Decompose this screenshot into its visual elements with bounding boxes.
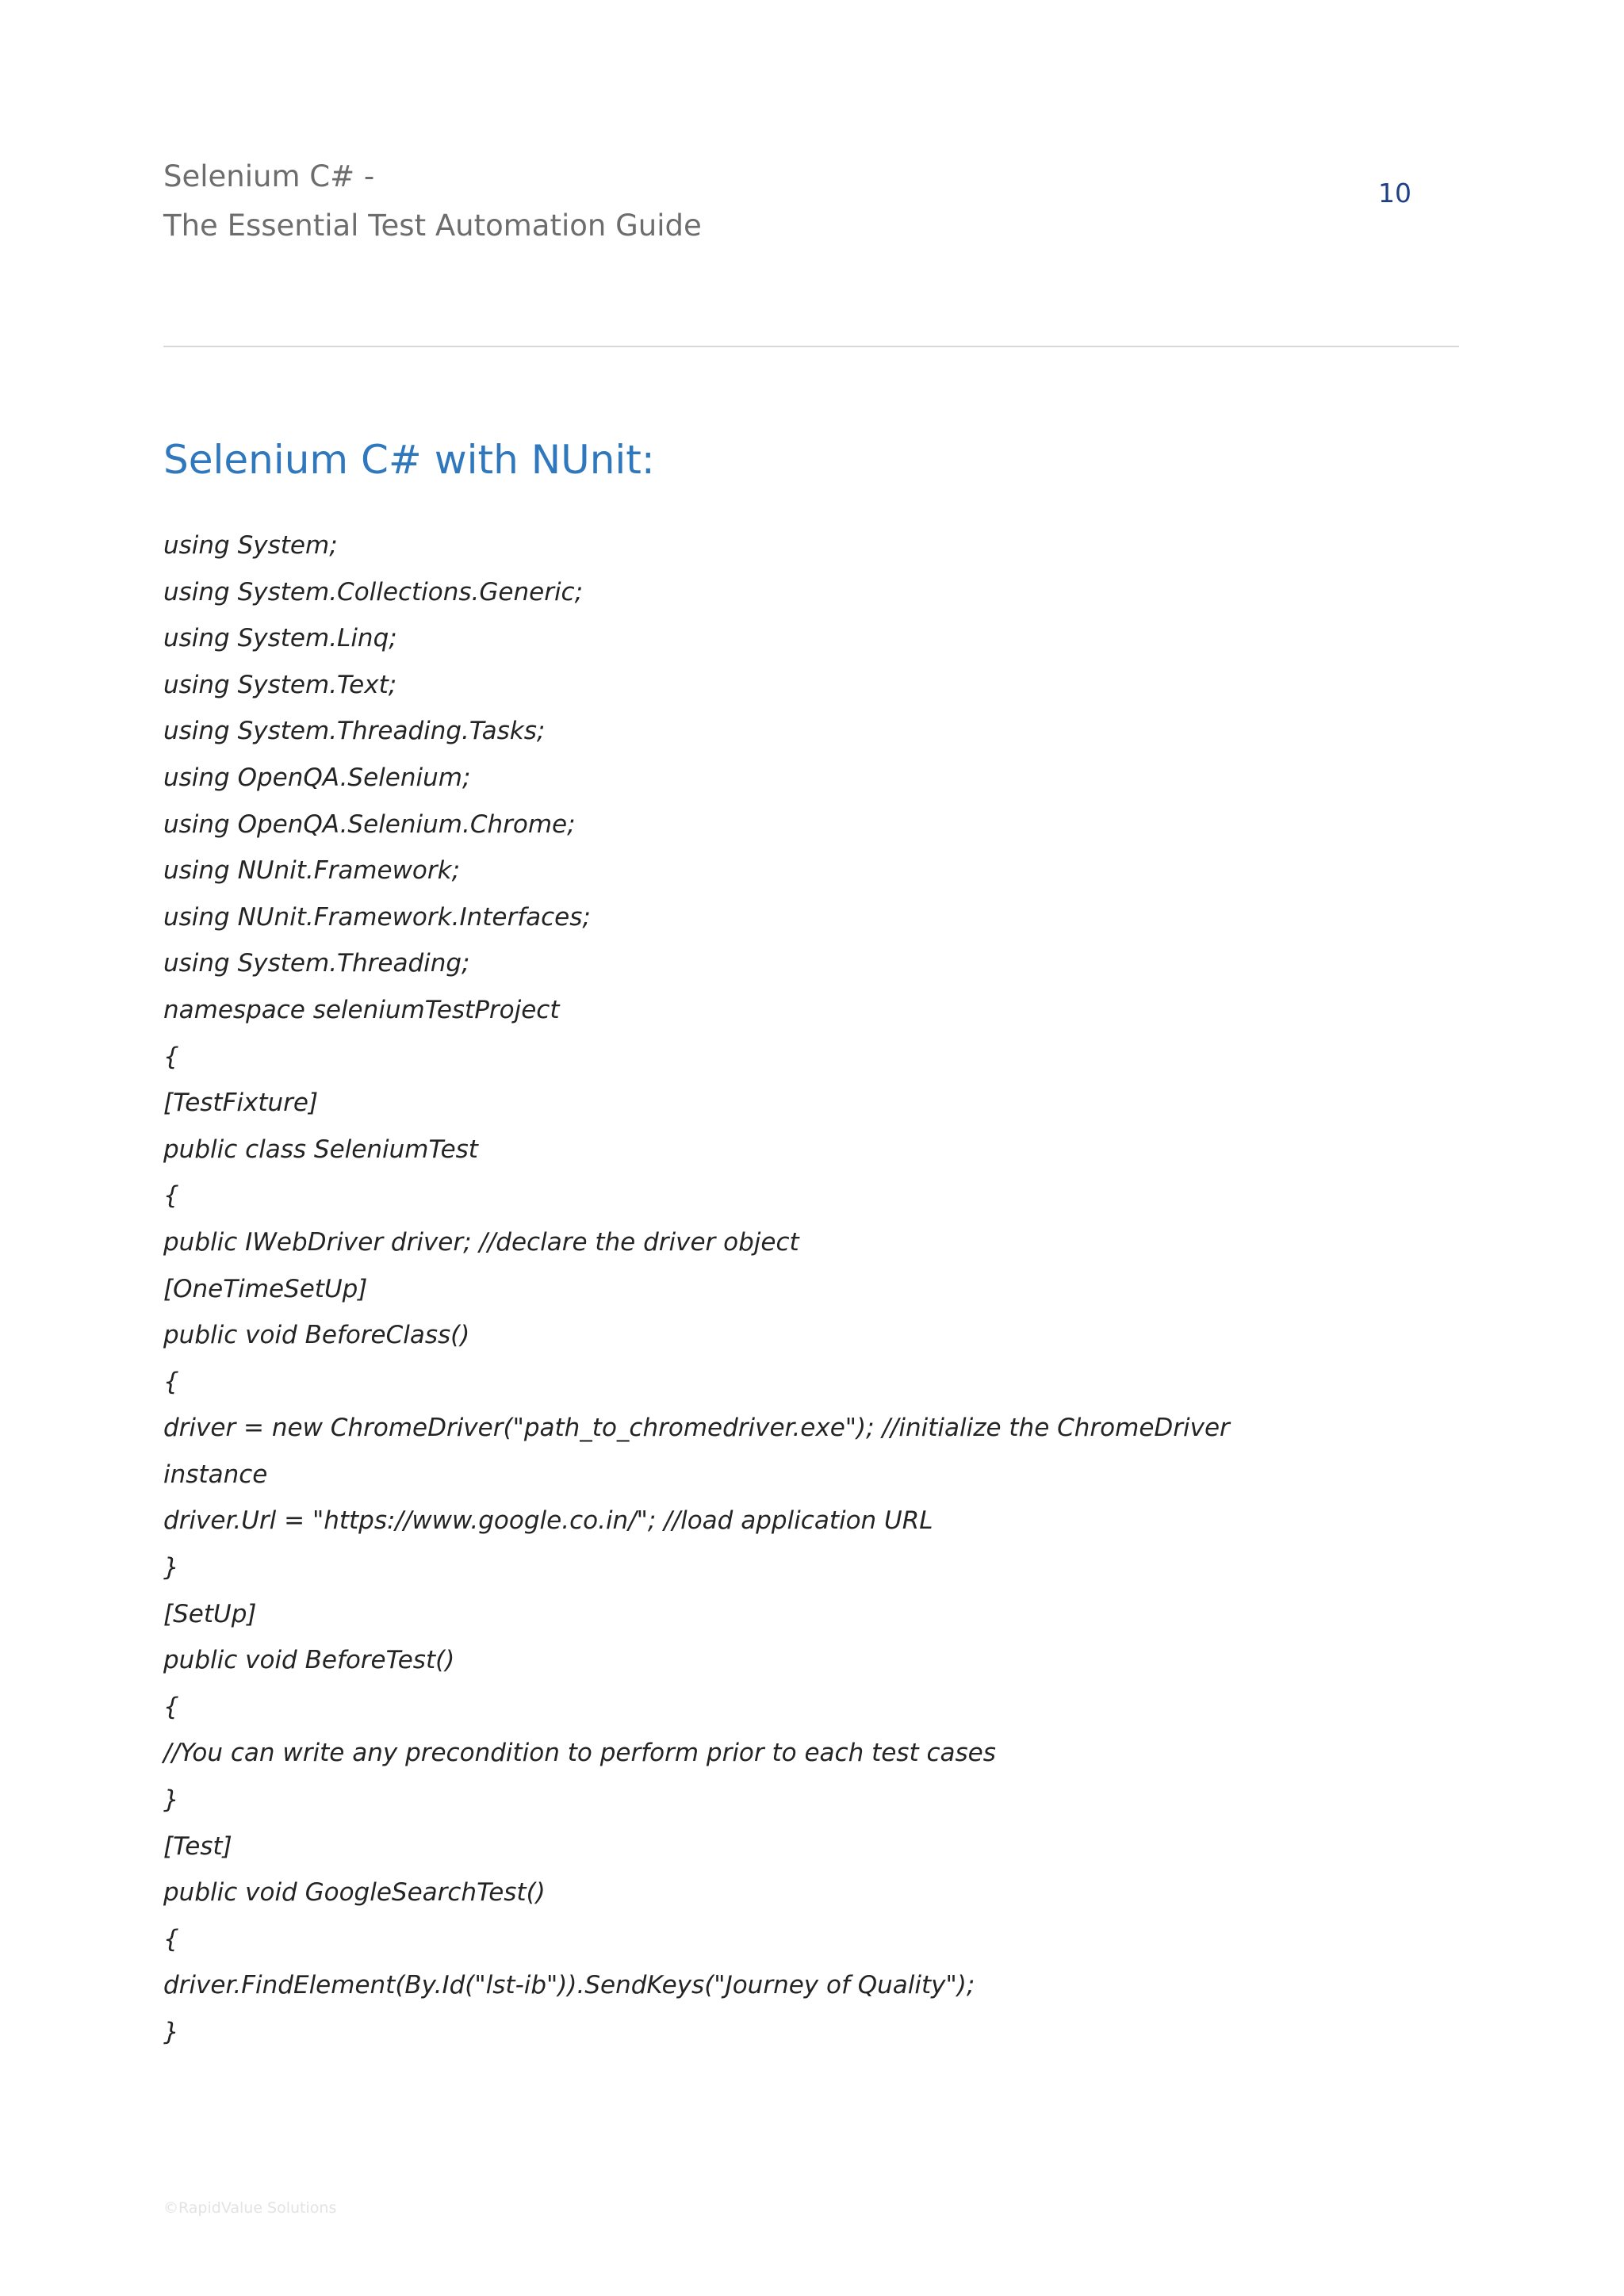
code-line: { [163,1367,179,1396]
code-line: } [163,1785,179,1815]
code-line: { [163,1692,179,1721]
code-line: public IWebDriver driver; //declare the driver object [163,1227,799,1257]
header-divider [163,346,1459,347]
code-line: public void BeforeTest() [163,1646,455,1675]
code-line: { [163,1924,179,1954]
document-title [163,152,702,251]
page-number: 10 [1378,178,1411,209]
code-line: using OpenQA.Selenium; [163,763,471,792]
code-line: public void BeforeClass() [163,1321,470,1350]
code-line: [SetUp] [163,1599,257,1628]
code-line: using System.Collections.Generic; [163,577,584,607]
code-line: { [163,1181,179,1211]
document-title-line-1: Selenium C# - [163,159,375,193]
code-line: driver.FindElement(By.Id("lst-ib")).SendKeys("Journey of Quality"); [163,1971,975,2000]
code-line: } [163,1553,179,1582]
document-title-line-2: The Essential Test Automation Guide [163,209,702,243]
code-line: using System.Text; [163,670,397,699]
code-line: [TestFixture] [163,1089,319,1118]
code-line: [OneTimeSetUp] [163,1274,368,1303]
code-line: instance [163,1460,268,1489]
code-line: using System; [163,531,338,560]
footer-copyright: ©RapidValue Solutions [163,2199,337,2217]
code-listing [163,522,1456,2056]
code-line: driver = new ChromeDriver("path_to_chromedriver.exe"); //initialize the ChromeDriver [163,1414,1230,1443]
code-line: using System.Threading; [163,949,470,978]
code-line: driver.Url = "https://www.google.co.in/"; //load application URL [163,1506,933,1536]
code-line: public class SeleniumTest [163,1135,478,1164]
section-heading: Selenium C# with NUnit: [163,437,655,483]
code-line: [Test] [163,1831,232,1861]
code-line: namespace seleniumTestProject [163,995,560,1024]
code-line: using NUnit.Framework; [163,856,461,886]
code-line: { [163,1042,179,1071]
code-line: using OpenQA.Selenium.Chrome; [163,809,576,839]
code-line: using System.Threading.Tasks; [163,717,546,746]
code-line: using System.Linq; [163,624,397,653]
code-line: } [163,2018,179,2046]
code-line: using NUnit.Framework.Interfaces; [163,902,591,932]
code-line: public void GoogleSearchTest() [163,1878,546,1908]
code-line: //You can write any precondition to perform prior to each test cases [163,1739,996,1768]
